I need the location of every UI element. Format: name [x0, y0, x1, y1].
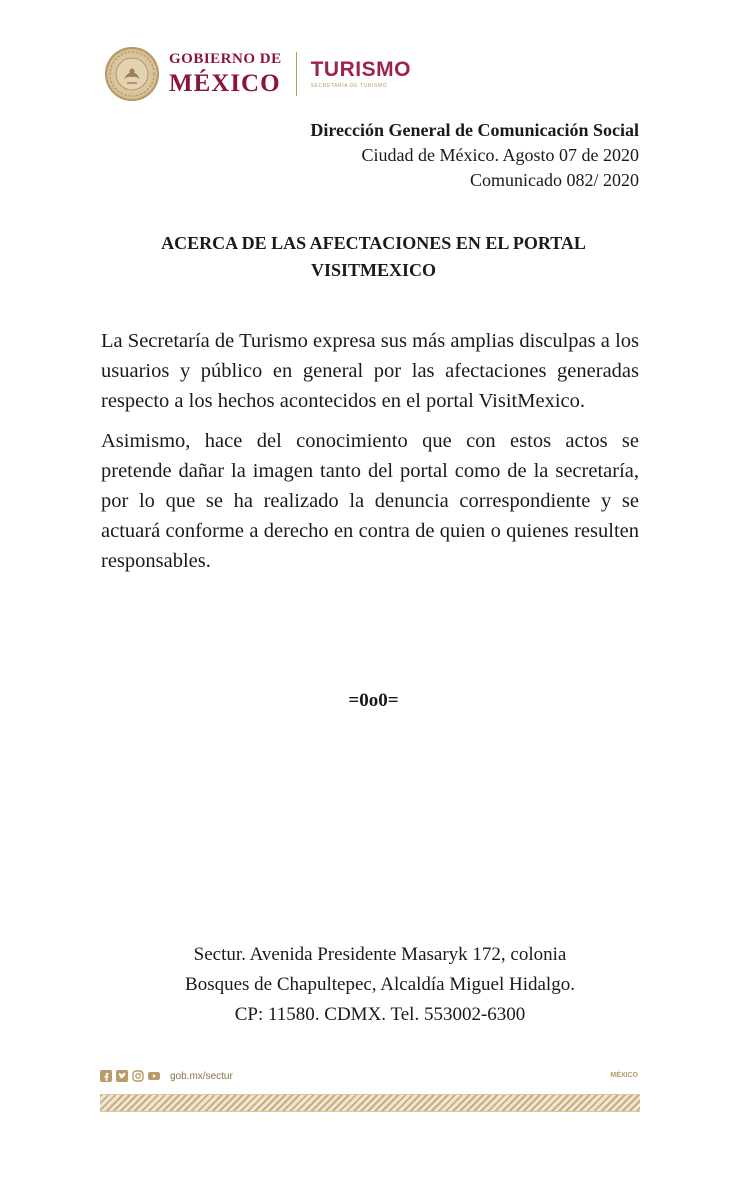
page-footer: [100, 1070, 640, 1112]
body-paragraph-2: Asimismo, hace del conocimiento que con estos actos se pretende dañar la imagen tanto del portal como de la secretaría, por lo que se ha realizado la denuncia correspondiente y se actuará conforme a derecho en contra de quien o quienes resulten responsables.: [101, 430, 639, 572]
social-links: [100, 1070, 640, 1082]
facebook-icon[interactable]: [100, 1070, 112, 1082]
gobierno-de-mexico-logo: [169, 52, 282, 96]
letterhead: [105, 44, 411, 104]
closing-mark: =0o0=: [348, 690, 399, 711]
twitter-icon[interactable]: [116, 1070, 128, 1082]
release-number: Comunicado 082/ 2020: [470, 170, 639, 190]
instagram-icon[interactable]: [132, 1070, 144, 1082]
gobierno-label: GOBIERNO DE: [169, 51, 282, 67]
department-name: Dirección General de Comunicación Social: [310, 120, 639, 140]
address-block: [100, 940, 660, 1030]
decorative-pattern-band: [100, 1094, 640, 1112]
mexico-label: MÉXICO: [169, 70, 281, 97]
website-link[interactable]: gob.mx/sectur: [170, 1070, 233, 1082]
turismo-logo: [311, 59, 411, 89]
footer-brand-logo: MÉXICO: [610, 1072, 638, 1079]
logo-divider: [296, 52, 297, 96]
body-paragraph-1: La Secretaría de Turismo expresa sus más amplias disculpas a los usuarios y público en general por las afectaciones generadas respecto a los hechos acontecidos en el portal VisitMexico.: [101, 330, 639, 412]
release-body: [101, 326, 639, 586]
youtube-icon[interactable]: [148, 1070, 160, 1082]
turismo-sub-label: SECRETARÍA DE TURISMO: [310, 83, 388, 89]
release-date: Ciudad de México. Agosto 07 de 2020: [361, 145, 639, 165]
release-meta: [310, 118, 639, 193]
address-line-2: Bosques de Chapultepec, Alcaldía Miguel Hidalgo.: [185, 974, 575, 995]
address-line-3: CP: 11580. CDMX. Tel. 553002-6300: [234, 1004, 526, 1025]
release-title: [100, 230, 647, 284]
national-seal-icon: [105, 47, 159, 101]
title-line-1: ACERCA DE LAS AFECTACIONES EN EL PORTAL: [161, 233, 586, 253]
title-line-2: VISITMEXICO: [310, 260, 437, 280]
address-line-1: Sectur. Avenida Presidente Masaryk 172, colonia: [193, 944, 567, 965]
turismo-label: TURISMO: [310, 58, 411, 81]
